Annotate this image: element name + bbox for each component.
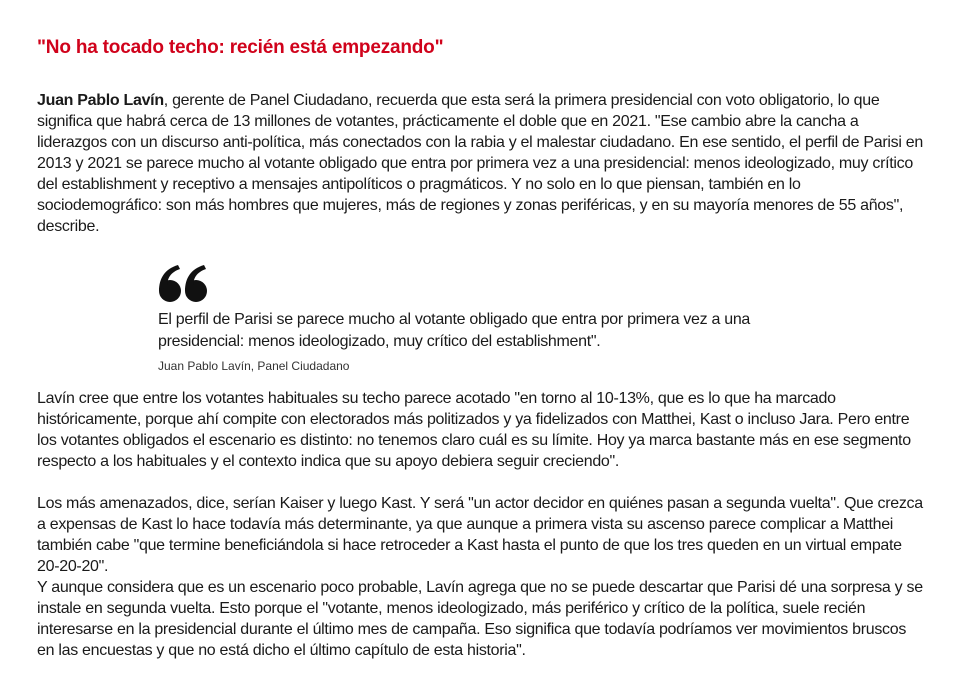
speaker-name: Juan Pablo Lavín (37, 92, 164, 109)
paragraph-1-text: , gerente de Panel Ciudadano, recuerda que esta será la primera presidencial con voto obligatorio, lo que significa que habrá cerca de 13 millones de votantes, prácticamente el doble que en 2021. "Ese cambio abre la cancha a liderazgos con un discurso anti-política, más conectados con la rabia y el malestar ciudadano. En ese sentido, el perfil de Parisi en 2013 y 2021 se parece mucho al votante obligado que entra por primera vez a una presidencial: menos ideologizado, muy crítico del establishment y receptivo a mensajes antipolíticos o pragmáticos. Y no solo en lo que piensan, también en lo sociodemográfico: son más hombres que mujeres, más de regiones y zonas periféricas, y en su mayoría menores de 55 años", describe. (37, 92, 923, 235)
paragraph-3: Los más amenazados, dice, serían Kaiser y luego Kast. Y será "un actor decidor en quiénes pasan a segunda vuelta". Que crezca a expensas de Kast lo hace todavía más determinante, ya que aunque a primera vista su ascenso parece complicar a Matthei también cabe "que termine beneficiándola si hace retroceder a Kast hasta el punto de que los tres queden en un virtual empate 20-20-20". (37, 495, 923, 575)
paragraph-4: Y aunque considera que es un escenario poco probable, Lavín agrega que no se puede descartar que Parisi dé una sorpresa y se instale en segunda vuelta. Esto porque el "votante, menos ideologizado, más periférico y crítico de la política, suele recién interesarse en la presidencial durante el último mes de campaña. Eso significa que todavía podríamos ver movimientos bruscos en las encuestas y que no está dicho el último capítulo de esta historia". (37, 579, 923, 659)
paragraph-1 (37, 90, 927, 237)
pull-quote-attribution: Juan Pablo Lavín, Panel Ciudadano (158, 359, 350, 373)
article-headline: "No ha tocado techo: recién está empezando" (37, 37, 444, 58)
pull-quote (158, 265, 798, 374)
article-body (37, 36, 927, 661)
pull-quote-text: El perfil de Parisi se parece mucho al votante obligado que entra por primera vez a una presidencial: menos ideologizado, muy crítico del establishment". (158, 311, 751, 350)
quote-icon (158, 265, 210, 303)
paragraph-2: Lavín cree que entre los votantes habituales su techo parece acotado "en torno al 10-13%, que es lo que ha marcado históricamente, porque ahí compite con electorados más politizados y ya fidelizados con Matthei, Kast o incluso Jara. Pero entre los votantes obligados el escenario es distinto: no tenemos claro cuál es su límite. Hoy ya marca bastante más en ese segmento respecto a los habituales y el contexto indica que su apoyo debiera seguir creciendo". (37, 390, 911, 470)
